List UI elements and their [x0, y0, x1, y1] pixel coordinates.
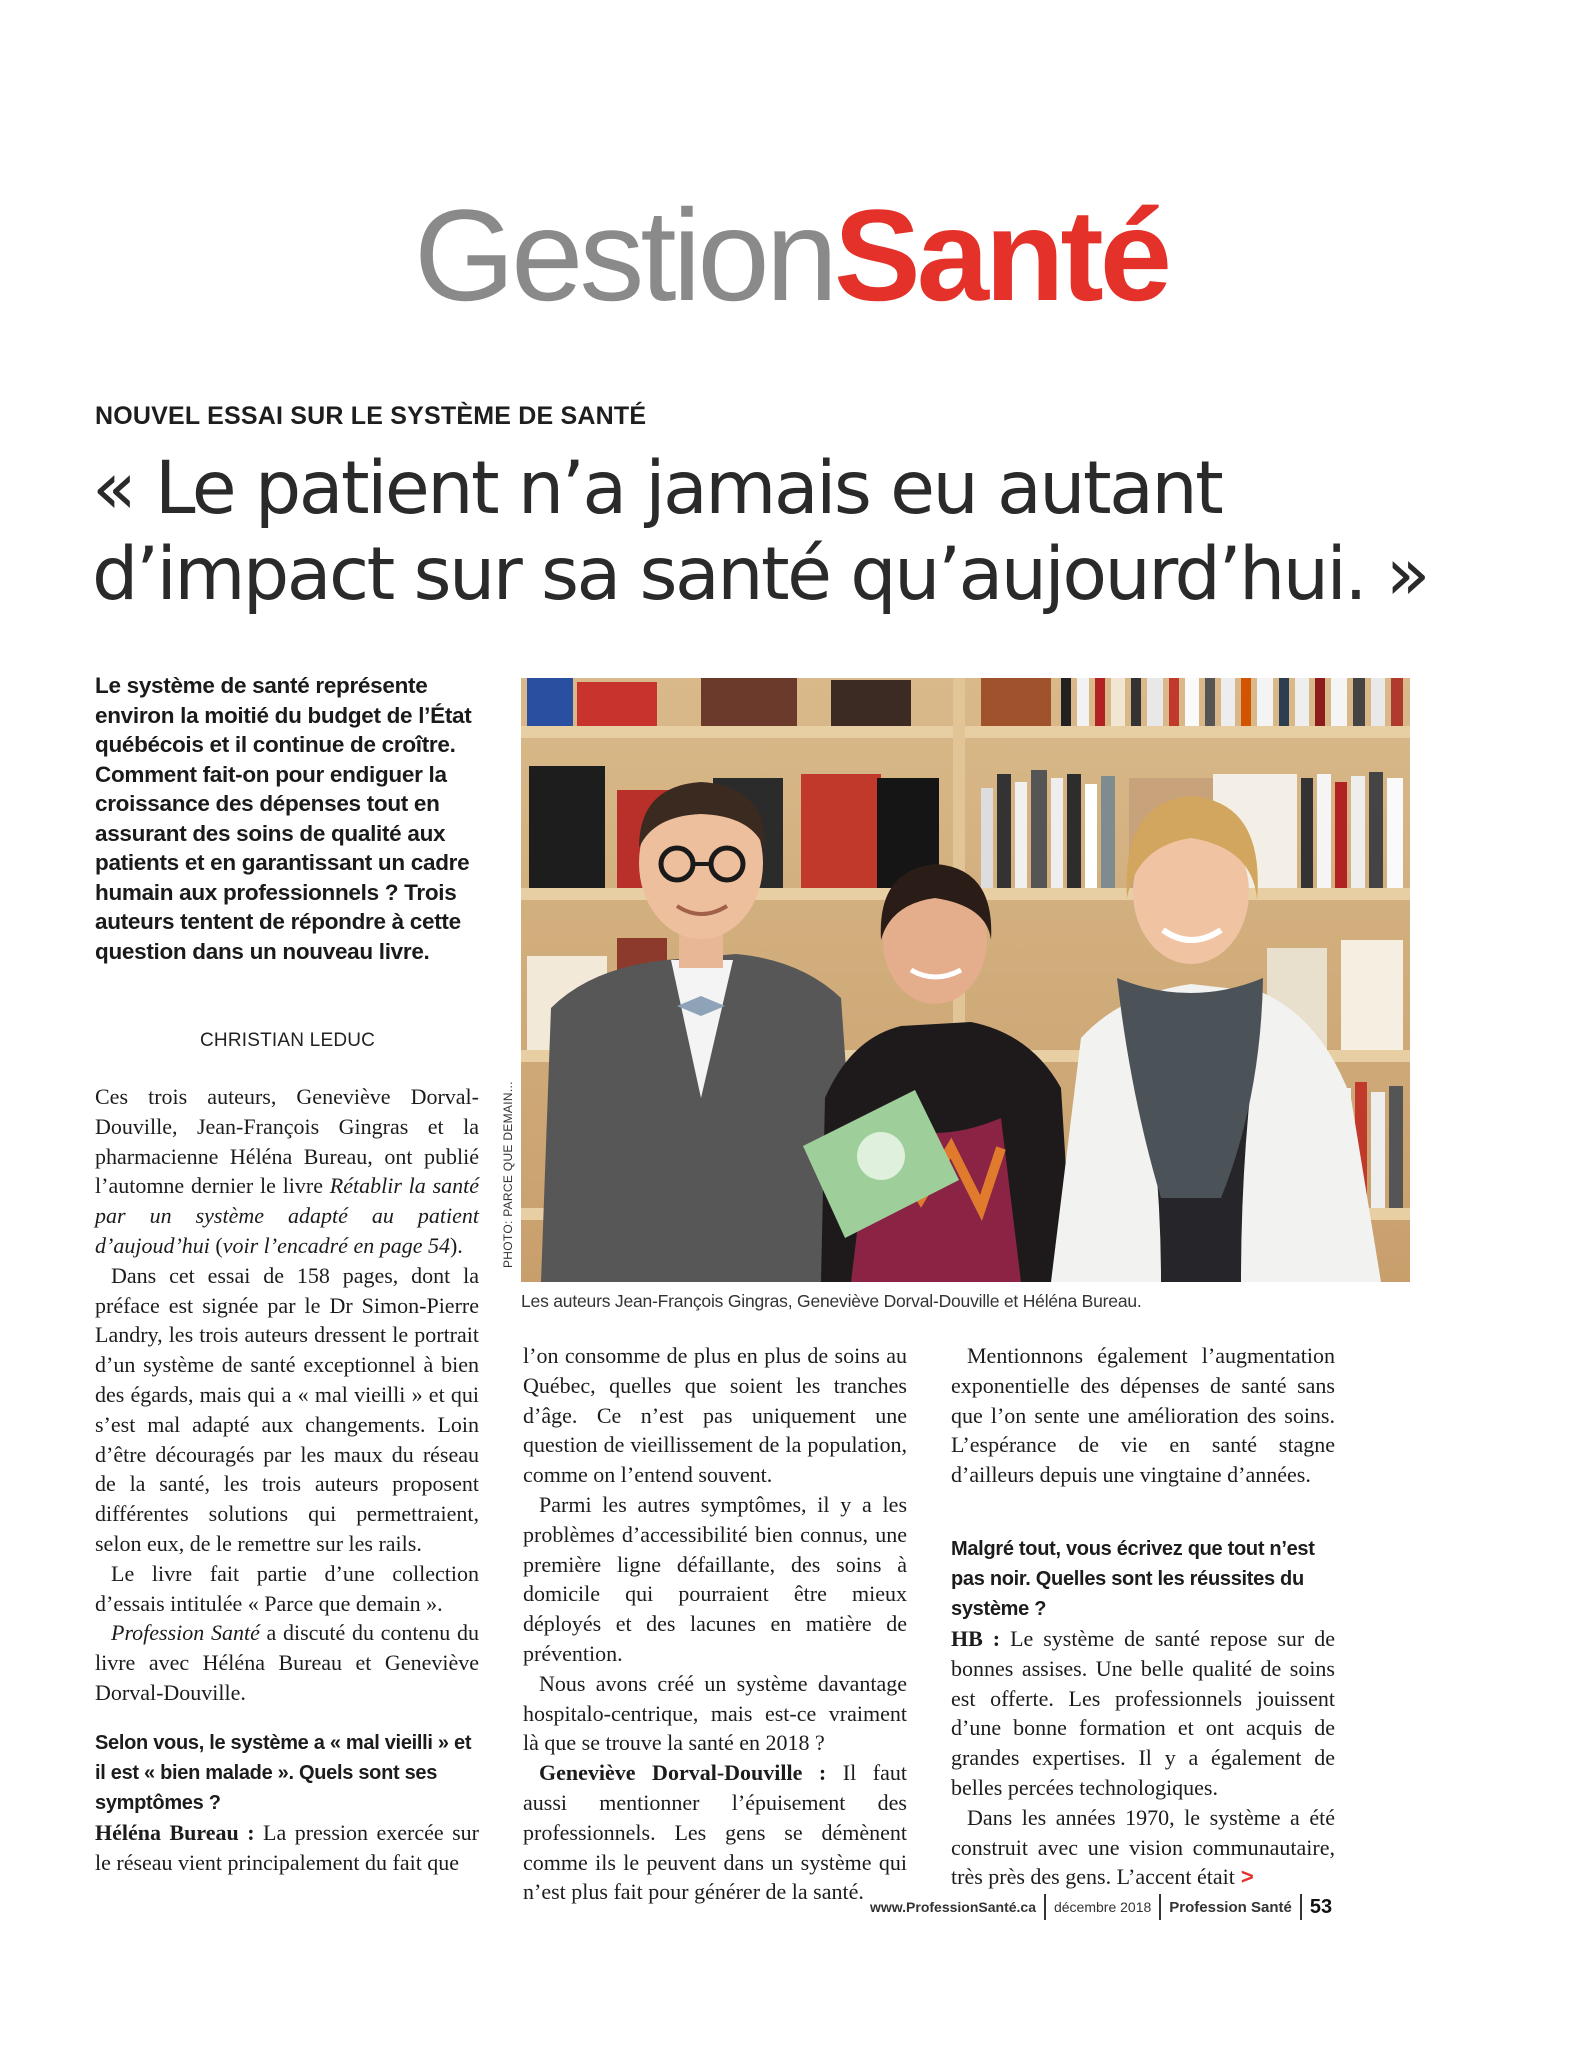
book-title: Rétablir la santé par un système adapté au patient d’aujoud’hui — [95, 1173, 480, 1258]
footer-divider — [1159, 1894, 1161, 1920]
interview-answer: HB : Le système de santé repose sur de bonnes assises. Une belle qualité de soins est offerte. Les professionnels jouissent d’une bonne formation et ont acquis de grandes expertises. Il y a également de belles percées technologiques. — [951, 1625, 1335, 1800]
magazine-name: Profession Santé — [111, 1620, 260, 1646]
speaker-label: Geneviève Dorval-Douville : — [539, 1760, 827, 1786]
section-masthead — [0, 182, 1582, 328]
speaker-label: Héléna Bureau : — [95, 1819, 255, 1845]
cross-reference: voir l’encadré en page 54 — [222, 1232, 450, 1258]
footer-website: www.ProfessionSanté.ca — [870, 1899, 1036, 1915]
interview-question: Malgré tout, vous écrivez que tout n’est pas noir. Quelles sont les réussites du système ? — [951, 1537, 1315, 1620]
speaker-label: HB : — [951, 1625, 1001, 1651]
paragraph: Dans les années 1970, le système a été construit avec une vision communautaire, très près des gens. L’accent était > — [951, 1804, 1335, 1890]
interview-answer: Héléna Bureau : La pression exercée sur le réseau vient principalement du fait que — [95, 1819, 479, 1875]
headline-line-1: « Le patient n’a jamais eu autant — [92, 446, 1222, 531]
headline-line-2: d’impact sur sa santé qu’aujourd’hui. » — [92, 532, 1428, 617]
continue-arrow-icon: > — [1240, 1864, 1254, 1890]
page-number: 53 — [1309, 1895, 1333, 1918]
footer-divider — [1044, 1894, 1046, 1920]
paragraph: Dans cet essai de 158 pages, dont la préface est signée par le Dr Simon-Pierre Landry, les trois auteurs dressent le portrait d’un système de santé exceptionnel à bien des égards, mais qui a « mal vieilli » et qui s’est mal adapté aux changements. Loin d’être découragés par les maux du réseau de la santé, les trois auteurs proposent différentes solutions qui permettraient, selon eux, de le remettre sur les rails. — [95, 1262, 479, 1556]
article-column-3 — [951, 1341, 1335, 1892]
footer-date: décembre 2018 — [1053, 1899, 1152, 1915]
interview-question: Selon vous, le système a « mal vieilli » et il est « bien malade ». Quels sont ses symptômes ? — [95, 1731, 472, 1814]
article-lede: Le système de santé représente environ la moitié du budget de l’État québécois et il continue de croître. Comment fait-on pour endiguer la croissance des dépenses tout en assurant des soins de qualité aux patients et en garantissant un cadre humain aux professionnels ? Trois auteurs tentent de répondre à cette question dans un nouveau livre. — [95, 673, 472, 964]
masthead-gestion: Gestion — [413, 182, 834, 328]
article-column-2 — [523, 1341, 907, 1907]
paragraph: l’on consomme de plus en plus de soins au Québec, quelles que soient les tranches d’âge. Ce n’est pas uniquement une question de vieillissement de la population, comme on l’entend souvent. — [523, 1343, 907, 1488]
photo-credit: PHOTO: PARCE QUE DEMAIN... — [501, 1081, 515, 1268]
masthead-sante: Santé — [834, 182, 1169, 328]
interview-answer: Geneviève Dorval-Douville : Il faut aussi mentionner l’épuisement des professionnels. Les gens se démènent comme ils le peuvent dans un système qui n’est plus fait pour générer de la santé. — [523, 1760, 907, 1905]
authors-photo — [521, 678, 1410, 1282]
paragraph: Parmi les autres symptômes, il y a les problèmes d’accessibilité bien connus, une première ligne défaillante, des soins à domicile qui pourraient être mieux déployés et des lacunes en matière de prévention. — [523, 1491, 907, 1666]
article-byline: CHRISTIAN LEDUC — [200, 1030, 376, 1051]
paragraph: Nous avons créé un système davantage hospitalo-centrique, mais est-ce vraiment là que se trouve la santé en 2018 ? — [523, 1670, 907, 1756]
paragraph: Ces trois auteurs, Geneviève Dorval-Douville, Jean-François Gingras et la pharmacienne Héléna Bureau, ont publié l’automne dernier le livre Rétablir la santé par un système adapté au patient d’aujoud’hui (voir l’encadré en page 54). — [95, 1084, 480, 1258]
bookstore-photo-illustration — [521, 678, 1410, 1282]
footer-divider — [1300, 1894, 1302, 1920]
photo-caption: Les auteurs Jean-François Gingras, Geneviève Dorval-Douville et Héléna Bureau. — [521, 1291, 1142, 1311]
footer-magazine: Profession Santé — [1169, 1898, 1292, 1916]
article-headline — [92, 446, 1492, 618]
article-kicker: NOUVEL ESSAI SUR LE SYSTÈME DE SANTÉ — [95, 402, 647, 430]
paragraph: Mentionnons également l’augmentation exponentielle des dépenses de santé sans que l’on sente une amélioration des soins. L’espérance de vie en santé stagne d’ailleurs depuis une vingtaine d’années. — [951, 1343, 1335, 1488]
paragraph: Profession Santé a discuté du contenu du livre avec Héléna Bureau et Geneviève Dorval-Douville. — [95, 1620, 479, 1705]
article-column-1 — [95, 1082, 479, 1877]
paragraph: Le livre fait partie d’une collection d’essais intitulée « Parce que demain ». — [95, 1560, 479, 1616]
page-footer — [870, 1894, 1332, 1920]
